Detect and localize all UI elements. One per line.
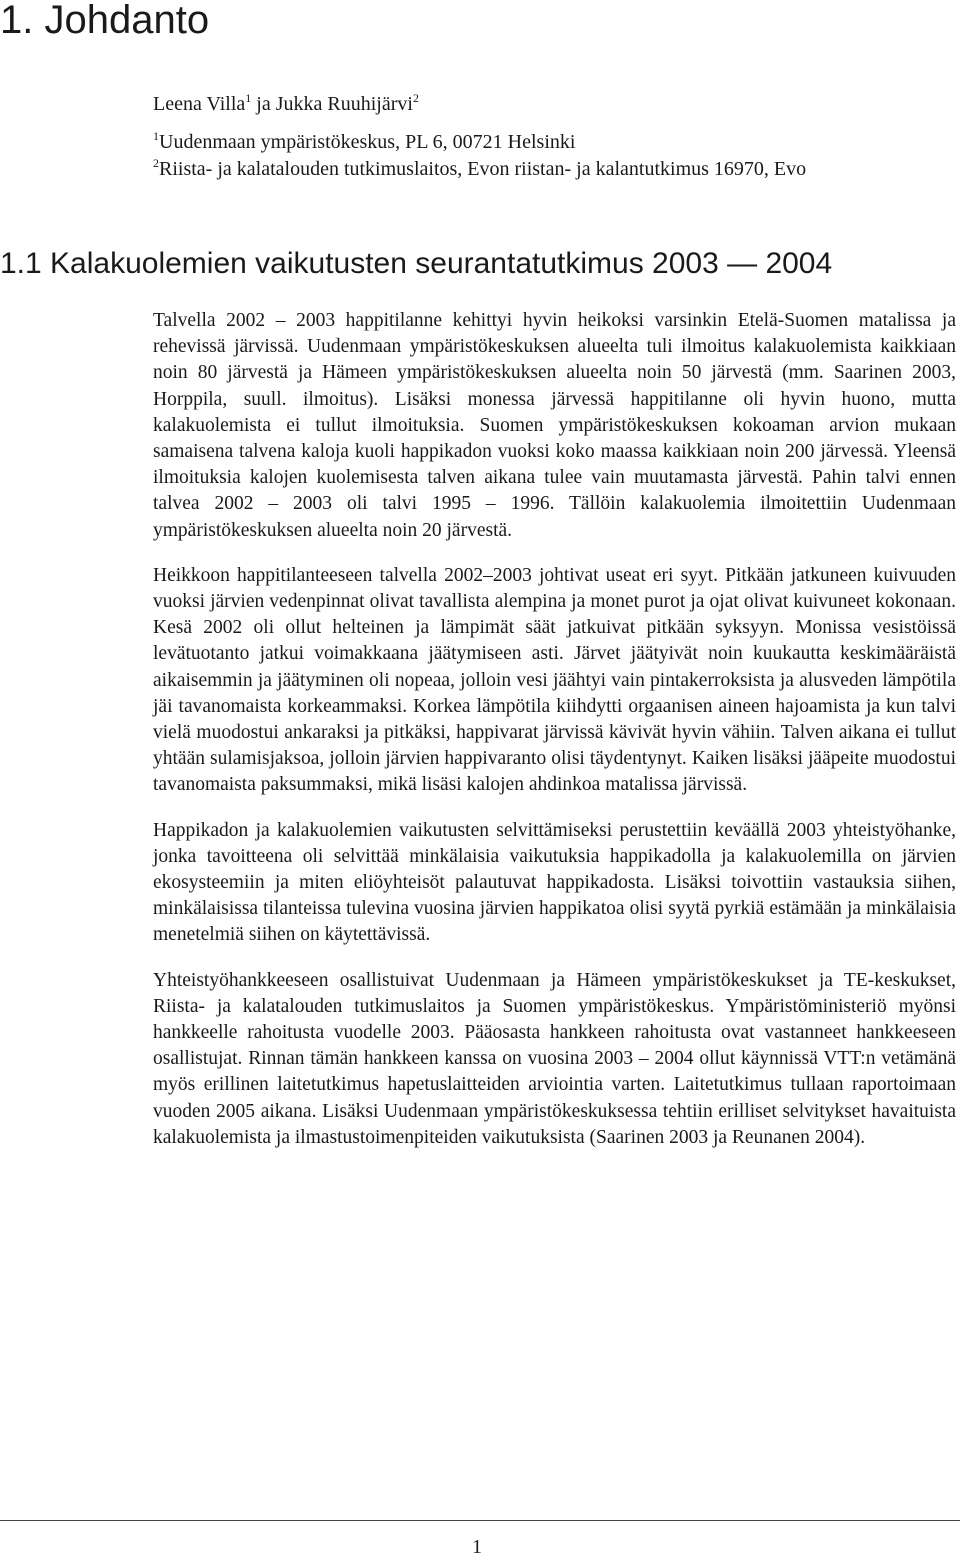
paragraph: Yhteistyöhankkeeseen osallistuivat Uudenmaan ja Hämeen ympäristökeskukset ja TE-keskukset, Riista- ja kalatalouden tutkimuslaitos ja Suomen ympäristökeskus. Ympäristöministeriö myönsi hankkeelle rahoitusta vuodelle 2003. Pääosasta hankkeen rahoitusta ovat vastanneet hankkeeseen osallistujat. Rinnan tämän hankkeen kanssa on vuosina 2003 – 2004 ollut käynnissä VTT:n vetämänä myös erillinen laitetutkimus hapetuslaitteiden arviointia varten. Laitetutkimus tullaan raportoimaan vuoden 2005 aikana. Lisäksi Uudenmaan ympäristökeskuksessa tehtiin erilliset selvitykset havaituista kalakuolemista ja ilmastustoimenpiteiden vaikutuksista (Saarinen 2003 ja Reunanen 2004).	[153, 969, 956, 1148]
affiliation-number: 2	[153, 156, 159, 170]
footer-divider	[0, 1520, 960, 1521]
affiliation-list	[153, 129, 806, 183]
paragraph: Happikadon ja kalakuolemien vaikutusten selvittämiseksi perustettiin keväällä 2003 yhteistyöhanke, jonka tavoitteena oli selvittää minkälaisia vaikutuksia happikadolla ja kalakuolemilla on järvien ekosysteemiin ja miten eliöyhteisöt palautuvat happikadosta. Lisäksi toivottiin vastauksia siihen, minkälaisissa tilanteissa tulevina vuosina järvien happikatoa olisi syytä pyrkiä estämään ja minkälaisia menetelmiä siihen on käytettävissä.	[153, 819, 956, 946]
affiliation-item	[153, 129, 806, 156]
affiliation-number: 1	[153, 129, 159, 143]
affiliation-text: Riista- ja kalatalouden tutkimuslaitos, Evon riistan- ja kalantutkimus 16970, Evo	[159, 158, 807, 180]
paragraph: Heikkoon happitilanteeseen talvella 2002–2003 johtivat useat eri syyt. Pitkään jatkuneen kuivuuden vuoksi järvien vedenpinnat olivat tavallista alempina ja monet purot ja ojat olivat kuivuneet kokonaan. Kesä 2002 oli ollut helteinen ja lämpimät säät jatkuivat pitkään syksyyn. Monissa vesistöissä levätuotanto jatkui voimakkaana jäätymiseen asti. Järvet jäätyivät noin kuukautta keskimääräistä aikaisemmin ja jäätyminen oli nopeaa, jolloin vesi jäähtyi vain pintakerroksista ja alusveden lämpötila jäi tavanomaista korkeammaksi. Korkea lämpötila kiihdytti orgaanisen aineen hajoamista ja kun talvi vielä muodostui ankaraksi ja pitkäksi, happivarat järvissä kävivät hyvin vähiin. Talven aikana ei tullut yhtään sulamisjaksoa, jolloin järvien happivaranto olisi täydentynyt. Kaiken lisäksi jääpeite muodostui tavanomaista paksummaksi, mikä lisäsi kalojen ahdinkoa matalissa järvissä.	[153, 564, 956, 796]
body-text	[153, 308, 956, 1170]
affiliation-text: Uudenmaan ympäristökeskus, PL 6, 00721 Helsinki	[159, 131, 576, 153]
author-name: Leena Villa	[153, 93, 246, 115]
author-joiner: ja	[251, 93, 276, 115]
paragraph: Talvella 2002 – 2003 happitilanne kehittyi hyvin heikoksi varsinkin Etelä-Suomen matalissa ja rehevissä järvissä. Uudenmaan ympäristökeskuksen alueelta tuli ilmoitus kalakuolemista kaikkiaan noin 80 järvestä ja Hämeen ympäristökeskuksen alueelta noin 50 järvestä (mm. Saarinen 2003, Horppila, suull. ilmoitus). Lisäksi monessa järvessä happitilanne oli hyvin huono, mutta kalakuolemista ei tullut ilmoituksia. Suomen ympäristökeskuksen kokoaman arvion mukaan samaisena talvena kaloja kuoli happikadon vuoksi koko maassa kaikkiaan noin 200 järvessä. Yleensä ilmoituksia kalojen kuolemisesta talven aikana tulee vain muutamasta järvestä. Pahin talvi ennen talvea 2002 – 2003 oli talvi 1995 – 1996. Tällöin kalakuolemia ilmoitettiin Uudenmaan ympäristökeskuksen alueelta noin 20 järvestä.	[153, 310, 956, 541]
affiliation-item	[153, 156, 806, 183]
author-line	[153, 91, 419, 117]
page-number: 1	[472, 1536, 482, 1558]
author-affiliation-ref: 2	[412, 91, 419, 105]
chapter-title: 1. Johdanto	[0, 0, 210, 42]
author-name: Jukka Ruuhijärvi	[275, 93, 413, 115]
author-affiliation-ref: 1	[245, 91, 252, 105]
section-title: 1.1 Kalakuolemien vaikutusten seurantatutkimus 2003 — 2004	[0, 247, 833, 280]
